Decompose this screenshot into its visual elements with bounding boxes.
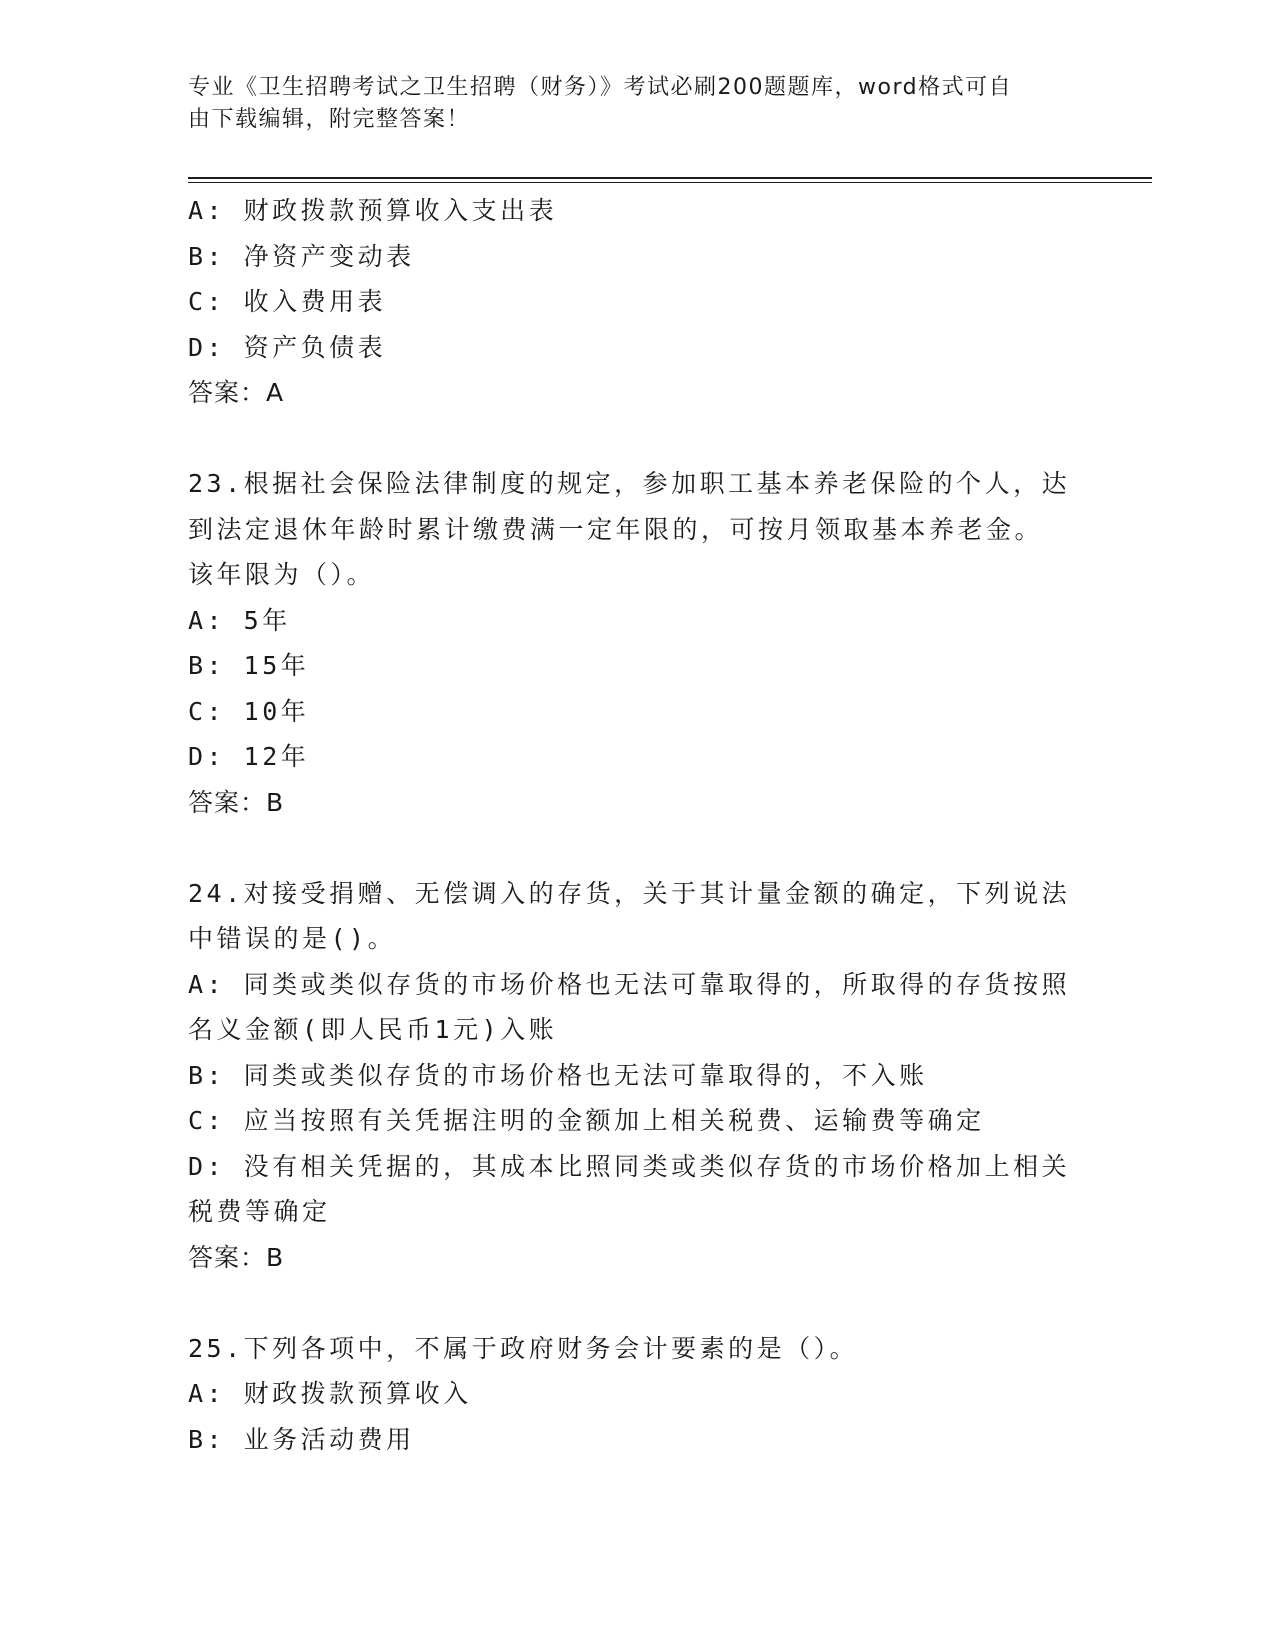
q24-option-b: B: 同类或类似存货的市场价格也无法可靠取得的，不入账 (188, 1060, 928, 1090)
q23-answer: 答案：B (188, 787, 285, 817)
q23-stem-line-2: 到法定退休年龄时累计缴费满一定年限的，可按月领取基本养老金。 (188, 514, 1044, 544)
q24-option-d-line-1: D: 没有相关凭据的，其成本比照同类或类似存货的市场价格加上相关 (188, 1151, 1071, 1181)
q22-option-c: C: 收入费用表 (188, 287, 387, 316)
q24-option-d-line-2: 税费等确定 (188, 1197, 331, 1226)
question-24 (188, 871, 1088, 1281)
question-22 (188, 188, 1088, 416)
document-header (188, 72, 1068, 136)
spacer (188, 825, 1088, 871)
q22-answer: 答案：A (188, 378, 285, 407)
header-rule-thin (188, 182, 1152, 183)
q24-answer: 答案：B (188, 1242, 285, 1272)
q23-option-b: B: 15年 (188, 651, 310, 680)
header-line-1: 专业《卫生招聘考试之卫生招聘（财务）》考试必刷200题题库，word格式可自 (188, 75, 1013, 100)
q24-stem-line-1: 24.对接受捐赠、无偿调入的存货，关于其计量金额的确定，下列说法 (188, 878, 1071, 908)
spacer (188, 1280, 1088, 1326)
q23-stem-line-3: 该年限为（）。 (188, 560, 376, 589)
question-25 (188, 1326, 1088, 1463)
q23-option-c: C: 10年 (188, 696, 310, 726)
q25-option-a: A: 财政拨款预算收入 (188, 1379, 472, 1408)
q22-option-d: D: 资产负债表 (188, 332, 387, 362)
q22-option-b: B: 净资产变动表 (188, 241, 415, 271)
q24-option-a-line-2: 名义金额(即人民币1元)入账 (188, 1015, 558, 1044)
q24-option-c: C: 应当按照有关凭据注明的金额加上相关税费、运输费等确定 (188, 1106, 985, 1135)
question-list (188, 188, 1088, 1462)
q25-stem-line-1: 25.下列各项中，不属于政府财务会计要素的是（）。 (188, 1333, 859, 1363)
header-rule-thick (188, 177, 1152, 179)
q23-option-d: D: 12年 (188, 742, 310, 771)
spacer (188, 416, 1088, 462)
q23-stem-line-1: 23.根据社会保险法律制度的规定，参加职工基本养老保险的个人，达 (188, 469, 1071, 498)
question-23 (188, 461, 1088, 825)
q24-option-a-line-1: A: 同类或类似存货的市场价格也无法可靠取得的，所取得的存货按照 (188, 969, 1071, 999)
q25-option-b: B: 业务活动费用 (188, 1424, 415, 1454)
q23-option-a: A: 5年 (188, 605, 291, 635)
q24-stem-line-2: 中错误的是()。 (188, 924, 397, 953)
header-line-2: 由下载编辑，附完整答案！ (188, 107, 471, 132)
q22-option-a: A: 财政拨款预算收入支出表 (188, 196, 558, 225)
